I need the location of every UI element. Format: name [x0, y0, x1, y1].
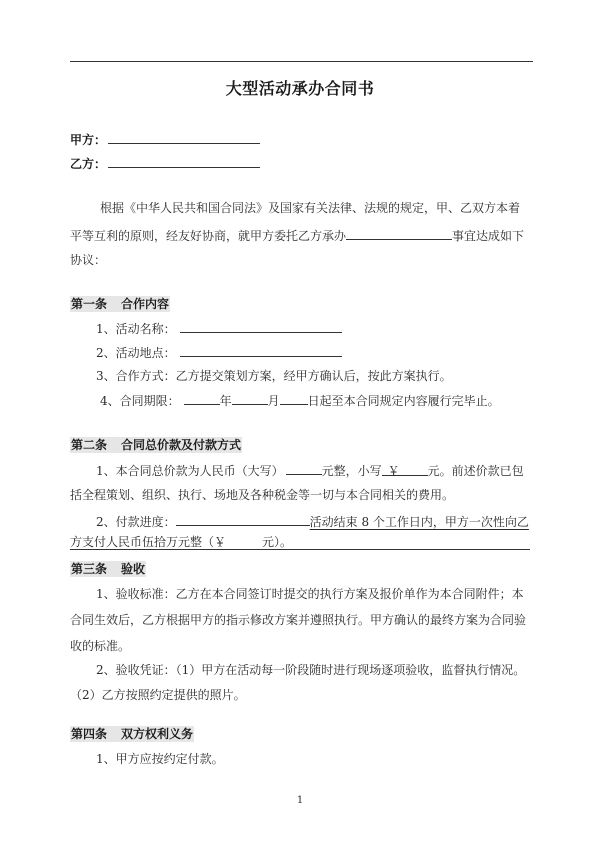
article-2-item-1-line-2: 括全程策划、组织、执行、场地及各种税金等一切与本合同相关的费用。 — [70, 488, 455, 502]
article-1-number: 第一条 — [71, 297, 108, 311]
party-a-blank[interactable] — [108, 131, 260, 144]
term-day-blank[interactable] — [280, 392, 308, 405]
year-label: 年 — [219, 394, 232, 408]
activity-name-label: 1、活动名称： — [96, 322, 176, 336]
article-1-heading — [70, 296, 170, 312]
price-lowercase-blank[interactable] — [382, 463, 428, 476]
article-4-heading — [70, 726, 194, 742]
preamble-line-2 — [70, 227, 524, 244]
preamble-line-2-before: 平等互利的原则，经友好协商，就甲方委托乙方承办 — [70, 229, 347, 243]
price-text-b: 元整，小写 — [321, 464, 382, 478]
price-text-c: 元。前述价款已包 — [427, 464, 524, 478]
article-4-number: 第四条 — [71, 727, 108, 741]
article-4-title: 双方权利义务 — [121, 727, 194, 741]
article-3-item-1-line-1: 1、验收标准：乙方在本合同签订时提交的执行方案及报价单作为本合同附件；本 — [96, 587, 524, 601]
preamble-line-1: 根据《中华人民共和国合同法》及国家有关法律、法规的规定，甲、乙双方本着 — [100, 201, 521, 215]
article-2-item-1-line-1 — [96, 462, 524, 479]
yen-sign: ￥ — [387, 464, 400, 478]
article-3-number: 第三条 — [71, 562, 108, 576]
article-1-item-4 — [100, 392, 500, 409]
party-b-label: 乙方： — [70, 157, 107, 171]
preamble-line-3: 协议： — [70, 253, 107, 267]
party-a-label: 甲方： — [70, 133, 107, 147]
contract-term-label: 4、合同期限： — [100, 394, 180, 408]
article-3-heading — [70, 561, 146, 577]
article-1-item-3: 3、合作方式：乙方提交策划方案，经甲方确认后，按此方案执行。 — [96, 369, 452, 383]
article-1-item-1 — [96, 320, 342, 337]
article-2-item-2-line-2 — [70, 534, 292, 550]
term-rest: 日起至本合同规定内容履行完毕止。 — [307, 394, 500, 408]
article-2-title: 合同总价款及付款方式 — [121, 438, 242, 452]
event-name-blank[interactable] — [346, 227, 452, 240]
payment-amount-end: 元）。 — [262, 535, 293, 549]
article-1-title: 合作内容 — [121, 297, 170, 311]
page-number: 1 — [296, 795, 304, 806]
article-2-heading — [70, 437, 242, 453]
article-3-item-2-line-2: （2）乙方按照约定提供的照片。 — [70, 688, 246, 702]
payment-amount-text: 方支付人民币伍拾万元整（￥ — [70, 535, 227, 549]
price-uppercase-blank[interactable] — [286, 462, 322, 475]
article-4-item-1: 1、甲方应按约定付款。 — [96, 752, 224, 766]
article-2-number: 第二条 — [71, 438, 108, 452]
term-year-blank[interactable] — [184, 392, 220, 405]
party-b-row — [70, 155, 260, 172]
article-3-item-1-line-2: 合同生效后，乙方根据甲方的指示修改方案并遵照执行。甲方确认的最终方案为合同验 — [70, 613, 527, 627]
payment-progress-text: 活动结束 8 个工作日内，甲方一次性向乙 — [309, 515, 529, 529]
article-3-item-2-line-1: 2、验收凭证：（1）甲方在活动每一阶段随时进行现场逐项验收，监督执行情况。 — [96, 663, 526, 677]
preamble-line-2-after: 事宜达成如下 — [452, 229, 525, 243]
article-2-item-2-line-1 — [96, 513, 529, 530]
total-price-label: 1、本合同总价款为人民币（大写） — [96, 464, 284, 478]
activity-location-label: 2、活动地点： — [96, 346, 176, 360]
header-rule — [70, 61, 533, 62]
term-month-blank[interactable] — [232, 392, 268, 405]
activity-location-blank[interactable] — [180, 344, 342, 357]
document-title: 大型活动承办合同书 — [225, 79, 375, 98]
party-b-blank[interactable] — [108, 155, 260, 168]
article-1-item-2 — [96, 344, 342, 361]
activity-name-blank[interactable] — [180, 320, 342, 333]
month-label: 月 — [267, 394, 280, 408]
party-a-row — [70, 131, 260, 148]
payment-progress-label: 2、付款进度： — [96, 515, 176, 529]
article-3-title: 验收 — [121, 562, 146, 576]
article-3-item-1-line-3: 收的标准。 — [70, 639, 131, 653]
payment-underline — [70, 549, 530, 550]
payment-progress-blank[interactable] — [176, 513, 310, 526]
